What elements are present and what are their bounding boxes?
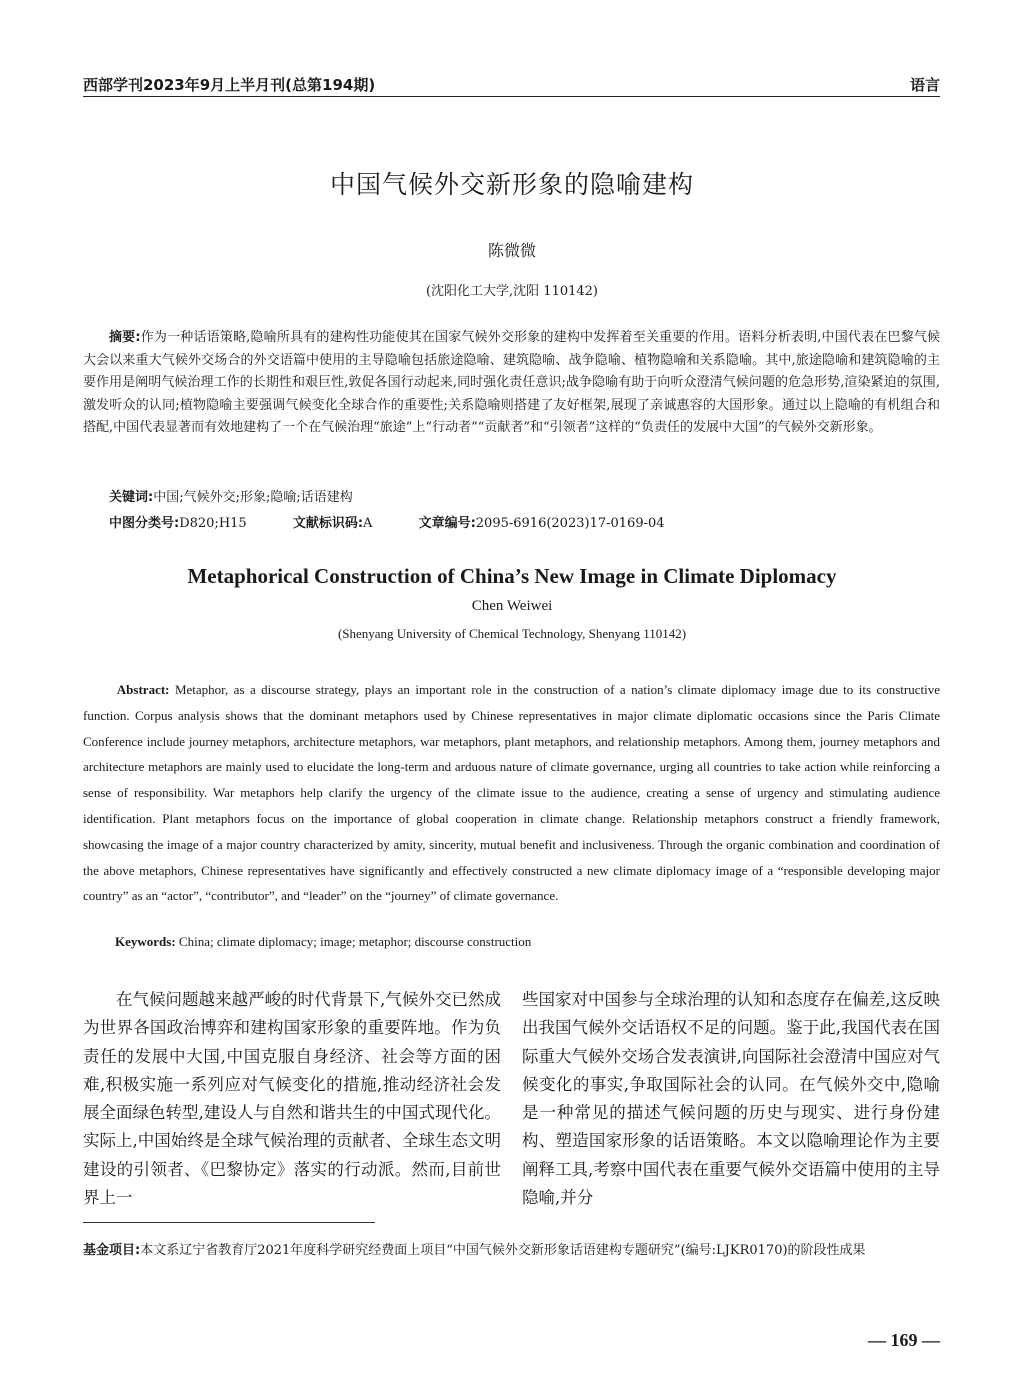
page-number: — 169 — — [868, 1330, 940, 1350]
english-affiliation: (Shenyang University of Chemical Technology, Shenyang 110142) — [337, 626, 687, 641]
footnote-text: 本文系辽宁省教育厅2021年度科学研究经费面上项目“中国气候外交新形象话语建构专题研究”(编号:LJKR0170)的阶段性成果 — [140, 1243, 866, 1258]
chinese-abstract — [83, 327, 940, 440]
body-column-right: 些国家对中国参与全球治理的认知和态度存在偏差,这反映出我国气候外交话语权不足的问题。鉴于此,我国代表在国际重大气候外交场合发表演讲,向国际社会澄清中国应对气候变化的事实,争取国际社会的认同。在气候外交中,隐喻是一种常见的描述气候问题的历史与现实、进行身份建构、塑造国家形象的话语策略。本文以隐喻理论作为主要阐释工具,考察中国代表在重要气候外交语篇中使用的主导隐喻,并分 — [522, 990, 940, 1208]
section-name: 语言 — [909, 76, 940, 94]
paper-title: 中国气候外交新形象的隐喻建构 — [329, 170, 694, 199]
document-code — [293, 516, 373, 531]
en-abstract-text: Metaphor, as a discourse strategy, plays an important role in the construction of a nation’s climate diplomacy image due to its constructive function. Corpus analysis shows that the dominant metaphors used by Chinese representatives in major climate diplomatic occasions since the Paris Climate Conference include journey metaphors, architecture metaphors, war metaphors, plant metaphors, and relationship metaphors. Among them, journey metaphors and architecture metaphors are mainly used to elucidate the long-term and arduous nature of climate governance, urging all countries to take action while reinforcing a sense of responsibility. War metaphors help clarify the urgency of the climate issue to the audience, creating a sense of urgency and stimulating audience identification. Plant metaphors focus on the importance of global cooperation in climate change. Relationship metaphors construct a friendly framework, showcasing the image of a major country characterized by amity, sincerity, mutual benefit and inclusiveness. Through the organic combination and coordination of the above metaphors, Chinese representatives have significantly and effectively constructed a new climate diplomacy image of a “responsible developing major country” as an “actor”, “contributor”, and “leader” on the “journey” of climate governance. — [83, 682, 941, 904]
body-column-left: 在气候问题越来越严峻的时代背景下,气候外交已然成为世界各国政治博弈和建构国家形象的重要阵地。作为负责任的发展中大国,中国克服自身经济、社会等方面的困难,积极实施一系列应对气候变化的措施,推动经济社会发展全面绿色转型,建设人与自然和谐共生的中国式现代化。实际上,中国始终是全球气候治理的贡献者、全球生态文明建设的引领者、《巴黎协定》落实的行动派。然而,目前世界上一 — [83, 990, 501, 1208]
footnote-label: 基金项目: — [83, 1243, 141, 1258]
abstract-text: 作为一种话语策略,隐喻所具有的建构性功能使其在国家气候外交形象的建构中发挥着至关重要的作用。语料分析表明,中国代表在巴黎气候大会以来重大气候外交场合的外交语篇中使用的主导隐喻包括旅途隐喻、建筑隐喻、战争隐喻、植物隐喻和关系隐喻。其中,旅途隐喻和建筑隐喻的主要作用是阐明气候治理工作的长期性和艰巨性,敦促各国行动起来,同时强化责任意识;战争隐喻有助于向听众澄清气候问题的危急形势,渲染紧迫的氛围,激发听众的认同;植物隐喻主要强调气候变化全球合作的重要性;关系隐喻则搭建了友好框架,展现了亲诚惠容的大国形象。通过以上隐喻的有机组合和搭配,中国代表显著而有效地建构了一个在气候治理“旅途”上“行动者”“贡献者”和“引领者”这样的“负责任的发展中大国”的气候外交新形象。 — [83, 330, 940, 435]
en-keywords-label: Keywords: — [115, 934, 176, 949]
doc-code-label: 文献标识码: — [292, 516, 364, 531]
affiliation: (沈阳化工大学,沈阳 110142) — [425, 284, 599, 299]
doc-code-value: A — [363, 516, 373, 531]
abstract-label: 摘要: — [109, 330, 141, 345]
clc-number — [109, 516, 247, 531]
english-title: Metaphorical Construction of China’s New Image in Climate Diplomacy — [187, 564, 837, 588]
article-id-value: 2095-6916(2023)17-0169-04 — [475, 516, 665, 531]
english-author: Chen Weiwei — [471, 598, 553, 614]
english-keywords — [115, 934, 531, 950]
english-abstract — [83, 677, 940, 909]
article-id — [419, 516, 665, 531]
classification-info — [109, 512, 909, 531]
en-keywords-text: China; climate diplomacy; image; metaphor; discourse construction — [178, 934, 532, 949]
clc-value: D820;H15 — [179, 516, 247, 531]
article-id-label: 文章编号: — [418, 516, 476, 531]
journal-info: 西部学刊2023年9月上半月刊(总第194期) — [83, 76, 376, 94]
running-header — [83, 74, 940, 97]
clc-label: 中图分类号: — [109, 516, 180, 531]
footnote-divider — [83, 1222, 375, 1223]
funding-footnote — [83, 1238, 940, 1263]
author: 陈微微 — [487, 241, 536, 260]
chinese-keywords — [109, 486, 353, 505]
keywords-text: 中国;气候外交;形象;隐喻;话语建构 — [153, 490, 353, 505]
en-abstract-label: Abstract: — [116, 682, 170, 697]
keywords-label: 关键词: — [109, 490, 154, 505]
